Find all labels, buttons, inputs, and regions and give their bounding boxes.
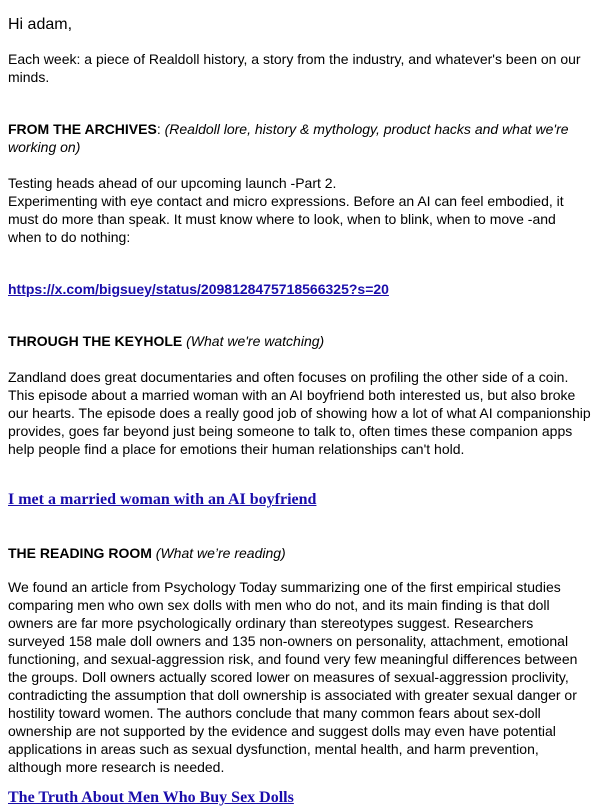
reading-link-row bbox=[8, 788, 592, 807]
archives-link-row bbox=[8, 280, 592, 298]
greeting: Hi adam, bbox=[8, 16, 73, 33]
keyhole-subtitle: (What we're watching) bbox=[186, 333, 325, 349]
keyhole-heading bbox=[8, 332, 592, 350]
reading-article-link[interactable]: The Truth About Men Who Buy Sex Dolls bbox=[8, 789, 294, 806]
reading-body: We found an article from Psychology Today summarizing one of the first empirical studies comparing men who own sex dolls with men who do not, and its main finding is that doll owners are far more psychologically ordinary than stereotypes suggest. Researchers surveyed 158 male doll owners and 135 non-owners on personality, attachment, emotional functioning, and sexual-aggression risk, and found very few meaningful differences between the groups. Doll owners actually scored lower on measures of sexual-aggression proclivity, contradicting the assumption that doll ownership is associated with greater sexual danger or hostility toward women. The authors conclude that many common fears about sex-doll ownership are not supported by the evidence and suggest dolls may even have potential applications in areas such as sexual dysfunction, mental health, and harm prevention, although more research is needed. bbox=[8, 579, 578, 775]
keyhole-link-row bbox=[8, 490, 592, 509]
archives-heading bbox=[8, 120, 592, 156]
keyhole-body: Zandland does great documentaries and often focuses on profiling the other side of a coin. This episode about a married woman with an AI boyfriend both interested us, but also broke our hearts. The episode does a really good job of showing how a lot of what AI companionship provides, goes far beyond just being someone to talk to, often times these companion apps help people find a place for emotions their human relationships can't hold. bbox=[8, 369, 591, 457]
reading-heading bbox=[8, 544, 592, 562]
intro-text: Each week: a piece of Realdoll history, a story from the industry, and whatever's been on our minds. bbox=[8, 51, 581, 85]
keyhole-video-link[interactable]: I met a married woman with an AI boyfriend bbox=[8, 491, 317, 508]
archives-link[interactable]: https://x.com/bigsuey/status/2098128475718566325?s=20 bbox=[8, 281, 389, 297]
archives-title: FROM THE ARCHIVES bbox=[8, 121, 157, 137]
archives-colon: : bbox=[156, 121, 161, 137]
archives-body bbox=[8, 174, 592, 246]
keyhole-title: THROUGH THE KEYHOLE bbox=[8, 333, 183, 349]
archives-line-1: Testing heads ahead of our upcoming launch -Part 2. bbox=[8, 175, 337, 191]
reading-subtitle: (What we’re reading) bbox=[155, 545, 286, 561]
archives-line-2: Experimenting with eye contact and micro expressions. Before an AI can feel embodied, it must do more than speak. It must know where to look, when to blink, when to move -and when to do nothing: bbox=[8, 193, 564, 245]
archives-subtitle: (Realdoll lore, history & mythology, product hacks and what we're working on) bbox=[8, 121, 569, 155]
reading-title: THE READING ROOM bbox=[8, 545, 152, 561]
